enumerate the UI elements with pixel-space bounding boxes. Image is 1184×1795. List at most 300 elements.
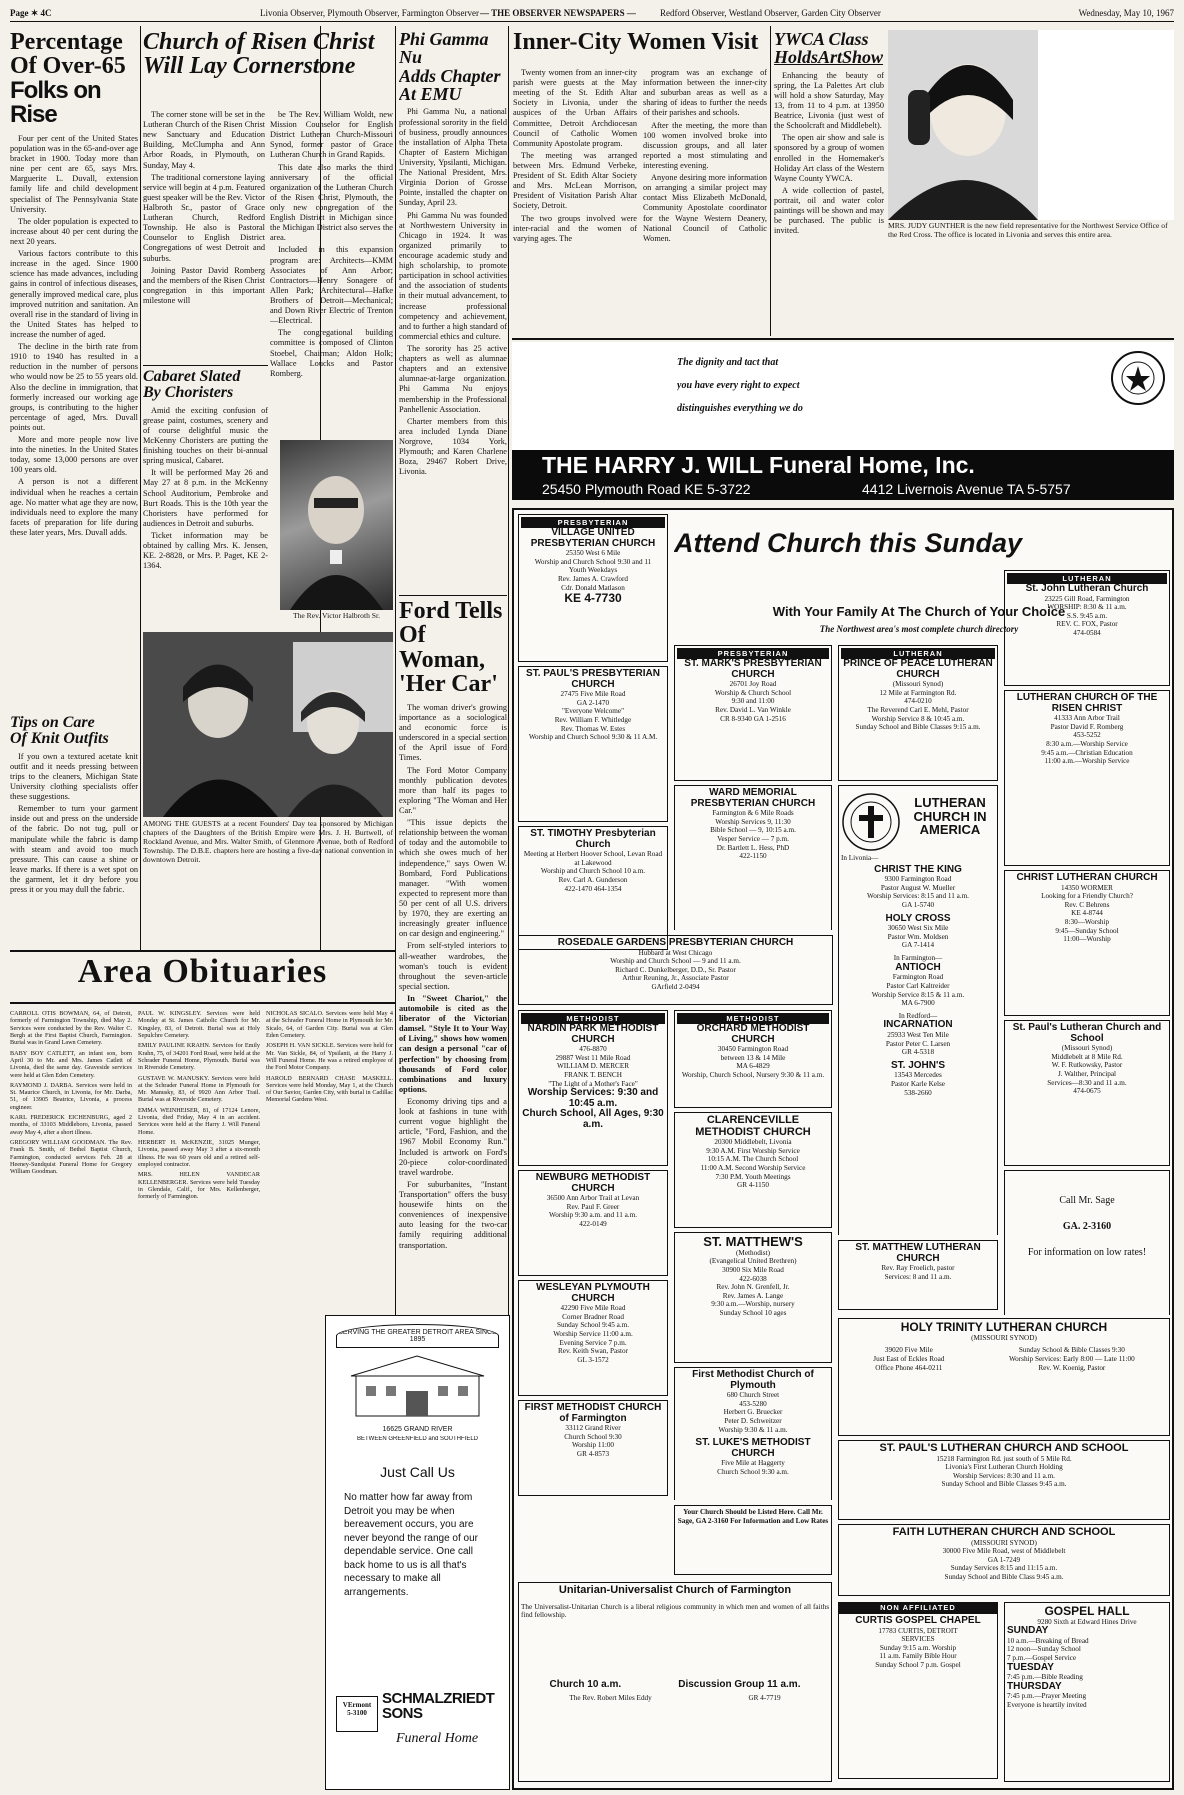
church-listing — [518, 666, 668, 822]
church-line: In Livonia— — [841, 854, 879, 862]
church-listing — [518, 826, 668, 950]
church-line: 474-0210 — [904, 697, 932, 706]
church-name: PRINCE OF PEACE LUTHERAN CHURCH — [843, 658, 993, 680]
church-listing — [1004, 1602, 1170, 1782]
church-listing — [1004, 870, 1170, 1016]
paragraph: The two groups involved were inter-racial and the women of varying ages. The — [513, 213, 637, 243]
church-line: Worship 9:30 & 11 a.m. — [718, 1425, 788, 1434]
church-line: 42290 Five Mile Road — [560, 1304, 626, 1312]
church-line: 10:15 A.M. The Church School — [707, 1155, 799, 1164]
church-line: Worship Services: 8:15 and 11 a.m. — [867, 892, 969, 901]
article-body — [10, 752, 138, 896]
headline: 'Her Car' — [399, 671, 498, 698]
church-directory — [512, 508, 1174, 1790]
obituaries-column — [266, 1010, 393, 1310]
page-number: Page ✶ 4C — [10, 8, 52, 18]
paragraph: The sorority has 25 active chapters as well as alumnae chapters and an extensive alumnae-at-large organization. Phi Gamma Nu enjoys membership in the Professional Panhellenic Association. — [399, 343, 507, 414]
church-col — [873, 1346, 944, 1372]
church-line: 9:30 A.M. First Worship Service — [706, 1146, 800, 1155]
church-line: 7:30 P.M. Youth Meetings — [715, 1172, 791, 1181]
headline: By Choristers — [143, 384, 234, 402]
paragraph: The traditional cornerstone laying service will begin at 4 p.m. Featured guest speaker will be the Rev. Victor Halbroth Sr., pastor of Grace Lutheran Church, Redford Township. He also is Pastoral Counselor to English District Congregations of west Detroit and suburbs. — [143, 172, 265, 263]
church-discussion: Discussion Group 11 a.m. — [678, 1678, 801, 1690]
church-phone: CR 8-9340 GA 1-2516 — [720, 714, 786, 723]
headline: Inner-City Women Visit — [513, 30, 759, 55]
church-line: Worship and Church School 9:30 & 11 A.M. — [528, 733, 658, 742]
directory-column — [838, 645, 998, 1235]
church-line: Services: 8 and 11 a.m. — [884, 1272, 952, 1281]
obituary: GREGORY WILLIAM GOODMAN. The Rev. Frank B. Smith, of Bethel Baptist Church, Farmington, conducted services Feb. 28 at Heeney-Sundquist Funeral Home for Gregory William Goodman. — [10, 1139, 132, 1176]
church-line: 11 a.m. Family Bible Hour — [879, 1652, 957, 1661]
church-line: Worship Services: Early 8:00 — Late 11:00 — [1008, 1354, 1135, 1363]
church-name: FIRST METHODIST CHURCH of Farmington — [524, 1402, 662, 1424]
church-listing — [838, 645, 998, 781]
church-line: Hubbard at West Chicago — [638, 948, 713, 957]
church-line: 10 a.m.—Breaking of Bread — [1007, 1636, 1089, 1645]
article-cabaret — [143, 365, 268, 625]
church-listing — [674, 1367, 832, 1500]
church-line: 29887 West 11 Mile Road — [555, 1053, 631, 1062]
church-phone: GR 4-8573 — [576, 1449, 610, 1458]
church-line: 36500 Ann Arbor Trail at Levan — [546, 1194, 640, 1202]
headline: Phi Gamma Nu — [399, 30, 489, 68]
church-phone: GA 1-5740 — [901, 901, 935, 910]
church-name: ST. JOHN'S — [890, 1059, 946, 1071]
masthead-left: Livonia Observer, Plymouth Observer, Farmington Observer — [260, 8, 479, 18]
church-times — [521, 1680, 829, 1691]
church-listing — [518, 935, 833, 1005]
church-line: 30650 West Six Mile — [887, 924, 949, 933]
church-line: Worship 11:00 — [571, 1441, 615, 1450]
ad-address: 4412 Livernois Avenue TA 5-5757 — [862, 481, 1071, 497]
church-line: S.S. 9:45 a.m. — [1066, 611, 1108, 620]
photo-caption: MRS. JUDY GUNTHER is the new field representative for the Northwest Service Office of the Red Cross. The office is located in Livonia and serves this entire area. — [888, 222, 1168, 239]
church-day: SUNDAY — [1007, 1625, 1049, 1637]
church-line: Worship Services 9, 11:30 — [715, 817, 791, 826]
church-listing — [674, 785, 832, 930]
church-columns — [841, 1346, 1167, 1372]
church-day: TUESDAY — [1007, 1661, 1054, 1673]
church-line: 39020 Five Mile — [884, 1346, 933, 1355]
section-rule — [10, 950, 395, 952]
church-line: For information on low rates! — [1027, 1247, 1147, 1258]
headline: Folks on Rise — [10, 76, 101, 129]
church-line: 7:45 p.m.—Prayer Meeting — [1007, 1692, 1087, 1701]
paragraph: The congregational building committee is composed of Clinton Stoebel, Chairman; Aldon Holk; Wallace Loucks and Pastor Romberg. — [270, 328, 393, 378]
masthead-right: Redford Observer, Westland Observer, Garden City Observer — [660, 8, 881, 18]
church-listing — [1004, 690, 1170, 866]
church-name: CURTIS GOSPEL CHAPEL — [855, 1615, 981, 1626]
ad-address: BETWEEN GREENFIELD and SOUTHFIELD — [356, 1436, 479, 1442]
article-body — [513, 68, 637, 333]
church-line: 12 noon—Sunday School — [1007, 1645, 1081, 1654]
church-line: 30900 Six Mile Road — [722, 1265, 784, 1274]
church-line: WORSHIP: 8:30 & 11 a.m. — [1047, 603, 1127, 612]
church-name: NARDIN PARK METHODIST CHURCH — [527, 1023, 659, 1045]
directory-column — [1004, 570, 1170, 1315]
church-phone: 474-0584 — [1073, 629, 1101, 638]
church-listing — [838, 1524, 1170, 1596]
church-line: Just East of Eckles Road — [873, 1354, 945, 1363]
paragraph: The corner stone will be set in the Lutheran Church of the Risen Christ new Sanctuary and Education Building, McClumpha and Ann Arbor Roads, in Plymouth, on Sunday, May 4. — [143, 110, 265, 170]
church-phone: MA 6-7900 — [901, 999, 935, 1008]
obituary: GUSTAVE W. MANUSKY. Services were held at the Schrader Funeral Home in Plymouth for Mr. Manusky, 83, of 9920 Ann Arbor Trail. Burial was at Riverside Cemetery. — [138, 1074, 260, 1104]
church-listing — [518, 514, 668, 662]
ad-name: SCHMALZRIEDT SONS — [382, 1691, 495, 1722]
church-line: In Farmington— — [893, 954, 943, 963]
paragraph: program was an exchange of information between the inner-city and suburban areas as well as a sharing of ideas to further the needs of their parishes and schools. — [643, 68, 767, 118]
church-listing — [674, 645, 832, 781]
church-line: Pastor David F. Romberg — [1050, 722, 1124, 731]
church-line: Rev. John N. Grenfell, Jr. — [716, 1283, 790, 1292]
church-line: Pastor Carl Kaltreider — [886, 981, 950, 990]
church-line: (MISSOURI SYNOD) — [971, 1538, 1037, 1547]
paragraph: Four per cent of the United States population was in the 65-and-over age bracket in 1900. Today more than nine per cent are 65, says Mrs. Marguerite L. Duvall, extension family life and child development specialist of The Pennsylvania State University. — [10, 133, 138, 214]
photo-judy-gunther — [888, 30, 1174, 220]
church-service: Church 10 a.m. — [549, 1678, 622, 1690]
church-name: CHRIST THE KING — [874, 863, 962, 875]
church-line: Dr. Bartlett L. Hess, PhD — [716, 843, 790, 852]
church-line: Worship Service 11:00 a.m. — [553, 1329, 633, 1338]
church-line: Rev. Ray Froelich, pastor — [881, 1264, 955, 1272]
photo-rev-halbroth — [280, 440, 393, 610]
church-name: VILLAGE UNITED PRESBYTERIAN CHURCH — [530, 527, 656, 549]
headline: Tips on Care — [10, 715, 95, 731]
church-line: (Methodist) — [736, 1248, 770, 1257]
ad-banner: SERVING THE GREATER DETROIT AREA SINCE 1895 — [336, 1324, 499, 1348]
section-rule — [512, 338, 1174, 340]
church-line: Worship and Church School 9:30 and 11 — [534, 557, 652, 566]
photo-guests — [143, 632, 393, 817]
headline: Church of Risen Christ — [143, 30, 375, 55]
church-listing — [838, 1318, 1170, 1436]
church-phone: GA 1-7249 — [987, 1555, 1021, 1564]
ad-nameplate — [512, 450, 1174, 500]
church-line: Rev. James A. Crawford — [558, 574, 628, 583]
church-name: FAITH LUTHERAN CHURCH AND SCHOOL — [892, 1526, 1116, 1538]
paragraph: From self-styled interiors to all-weather wardrobes, the woman's touch is evident throughout the seven-article special section. — [399, 941, 507, 991]
page-folio — [10, 6, 1174, 22]
church-line: Office Phone 464-0211 — [875, 1363, 943, 1372]
paragraph: Twenty women from an inner-city parish were guests at the May meeting of the St. Edith Altar Society in Livonia, under the auspices of the Urban Affairs Committee, Detroit Archdiocesan Council of Catholic Women Community Apostolate program. — [513, 68, 637, 148]
church-name: ST. PAUL'S PRESBYTERIAN CHURCH — [526, 668, 660, 690]
church-line: Corner Bradner Road — [562, 1312, 624, 1321]
church-name: LUTHERAN CHURCH OF THE RISEN CHRIST — [1016, 692, 1158, 714]
church-phone: GR 4-7719 — [748, 1694, 781, 1703]
church-line: Rev. Thomas W. Estes — [560, 724, 626, 733]
church-line: Services—8:30 and 11 a.m. — [1047, 1078, 1127, 1087]
denomination-tag: METHODIST — [521, 1013, 665, 1024]
issue-date: Wednesday, May 10, 1967 — [1078, 8, 1174, 18]
church-phone: KE 4-8744 — [1071, 909, 1103, 918]
church-name: Call Mr. Sage — [1059, 1195, 1115, 1206]
church-line: GA 2-1470 — [576, 698, 610, 707]
church-line: 20300 Middlebelt, Livonia — [714, 1138, 792, 1147]
photo-caption: The Rev. Victor Halbroth Sr. — [292, 612, 381, 620]
headline: HoldsArtShow — [774, 47, 884, 68]
church-line: 453-5280 — [739, 1399, 767, 1408]
church-name: ANTIOCH — [895, 961, 941, 973]
church-line: Sunday School 9:45 a.m. — [556, 1321, 630, 1330]
church-line: WILLIAM D. MERCER — [556, 1062, 630, 1071]
church-line: (Evangelical United Brethren) — [709, 1257, 797, 1266]
paragraph: The Ford Motor Company monthly publication devotes more than half its pages to exploring "The Woman and Her Car." — [399, 765, 507, 815]
church-line: Sunday School and Bible Classes 9:45 a.m. — [941, 1480, 1067, 1489]
church-line: Sunday School & Bible Classes 9:30 — [1018, 1346, 1125, 1355]
directory-tagline: The Northwest area's most complete church directory — [819, 624, 1019, 634]
paragraph: The meeting was arranged between Mrs. Edmund Verbeke, President of St. Edith Altar Society and Mrs. McLean Morrison, President of Visitation Parish Altar Society, Detroit. — [513, 150, 637, 211]
denomination-tag: LUTHERAN — [1007, 573, 1167, 584]
church-line: 9:45 a.m.—Christian Education — [1041, 748, 1133, 757]
church-line: Sunday School 7 p.m. Gospel — [875, 1661, 961, 1670]
headline: Will Lay Cornerstone — [143, 53, 356, 80]
church-line: 11:00 a.m.—Worship Service — [1044, 757, 1130, 766]
photo-caption: AMONG THE GUESTS at a recent Founders' Day tea sponsored by Michigan chapters of the Daughters of the British Empire were Mrs. J. H. Burtwell, of Rockland Avenue, and Mrs. Walter Smith, of Glenmore Avenue, both of Redford Township. The D.B.E. chapters here are hosting a five-day national convention in downtown Detroit. — [143, 820, 393, 864]
obituary: HERBERT H. McKENZIE, 31025 Munger, Livonia, passed away May 3 after a six-month illness. He was 60 years old and a retired self-employed contractor. — [138, 1139, 260, 1168]
directory-subtitle: With Your Family At The Church of Your Choice — [772, 604, 1066, 619]
portrait-figure — [280, 440, 393, 610]
paragraph: It will be performed May 26 and May 27 at 8 p.m. in the McKenny School Auditorium, Pembroke and Burt Roads. This is the 10th year the Choristers have performed for audiences in Detroit and suburbs. — [143, 468, 268, 528]
directory-column — [674, 645, 832, 930]
church-line: Meeting at Herbert Hoover School, Levan Road at Lakewood — [523, 850, 663, 867]
church-line: Arthur Reuning, Jr., Associate Pastor — [622, 974, 729, 983]
paragraph: Economy driving tips and a look at fashions in tune with current vogue highlight the article, "Ford, Fashion, and the 1967 Mobil Economy Run." Included is artwork on Ford's 20-piece color-coordinated travel wardrobe. — [399, 1097, 507, 1177]
church-listing — [674, 1010, 832, 1108]
article-body — [10, 134, 138, 538]
paragraph: Charter members from this area included Lynda Diane Norgrove, 1034 York, Plymouth; and Karen Charlene Boza, 29467 Robert Drive, Livonia. — [399, 416, 507, 477]
church-line: Farmington & 6 Mile Roads — [712, 809, 794, 817]
church-line: SERVICES — [901, 1635, 935, 1644]
directory-column — [838, 1602, 998, 1782]
church-line: 15218 Farmington Rd. just south of 5 Mile Rd. — [936, 1454, 1072, 1463]
church-line: MA 6-4829 — [736, 1062, 770, 1071]
church-phone: 422-1470 464-1354 — [564, 884, 622, 893]
ad-phone-exchange: VErmont — [342, 1701, 372, 1709]
church-line: Rev. Keith Swan, Pastor — [557, 1347, 628, 1356]
church-name: GOSPEL HALL — [1044, 1604, 1130, 1618]
church-line: Worship Services: 9:30 and 10:45 a.m. — [527, 1087, 659, 1109]
obituary: HAROLD BERNARD CHASE MASKELL. Services were held Monday, May 1, at the Church of Our Savior, Garden City, with burial in Cadillac Memorial Gardens West. — [266, 1074, 393, 1104]
church-line: 9300 Farmington Road — [884, 875, 952, 884]
church-line: 30000 Five Mile Road, west of Middlebelt — [942, 1547, 1066, 1556]
church-line: 30450 Farmington Road — [717, 1045, 789, 1053]
church-phone: GR 4-5318 — [901, 1048, 935, 1057]
church-name: ROSEDALE GARDENS PRESBYTERIAN CHURCH — [557, 937, 794, 948]
church-name: WARD MEMORIAL PRESBYTERIAN CHURCH — [690, 787, 816, 809]
paragraph: Joining Pastor David Romberg and the members of the Risen Christ congregation in this important milestone will — [143, 265, 265, 305]
church-name: HOLY TRINITY LUTHERAN CHURCH — [900, 1320, 1108, 1334]
advertise-listing: Your Church Should be Listed Here. Call Mr. Sage, GA 2-3160 For Information and Low Rates — [674, 1505, 832, 1575]
obituary: RAYMOND J. DARBA. Services were held in St. Maurice Church, in Livonia, for Mr. Darba, 51, of 13905 Beatrice, Livonia, a process engineer. — [10, 1081, 132, 1111]
article-body — [399, 107, 507, 477]
church-line: Worship Service 8 & 10:45 a.m. — [871, 714, 965, 723]
church-phone: KE 4-7730 — [564, 591, 622, 606]
paragraph: Phi Gamma Nu was founded at Northwestern University in Chicago in 1924. It was organized primarily to encourage academic study and high scholarship, to promote participation in school activities and the association of students in their mutual advancement, to increase professional competency and achievement, and to further a high standard of commercial ethics and culture. — [399, 210, 507, 341]
headline: Cabaret Slated — [143, 368, 241, 385]
church-listing — [838, 785, 998, 1235]
headline: Ford Tells — [399, 598, 503, 624]
church-line: W. F. Rutkowsky, Pastor — [1051, 1061, 1123, 1070]
ad-phone — [336, 1696, 378, 1732]
paragraph: The woman driver's growing importance as a sociological and economic force is underscored in a special section of the April issue of Ford Times. — [399, 702, 507, 763]
church-line: Worship and Church School — 9 and 11 a.m. — [610, 957, 741, 966]
church-listing — [1004, 1020, 1170, 1166]
church-line: Worship & Church School — [714, 688, 792, 697]
church-phone: 422-0149 — [579, 1219, 607, 1228]
church-line: Livonia's First Lutheran Church Holding — [945, 1463, 1063, 1472]
ad-subname: Funeral Home — [396, 1731, 479, 1746]
paragraph: A person is not a different individual when he reaches a certain age. No matter what age they are now, individuals need to explore the many facets of preparation for life during these later years, Mrs. Duvall adds. — [10, 477, 138, 538]
church-line: 8:30—Worship — [1064, 918, 1110, 927]
church-phone: GA 7-1414 — [901, 941, 935, 950]
paragraph: The decline in the birth rate from 1910 to 1940 has resulted in a reduction in the number of persons who would now be 25 to 55 years old. Also the decline in immigration, that formerly increased our working age groups, is contributing to the higher percentage of aged, Mrs. Duvall points out. — [10, 342, 138, 432]
church-line: 26701 Joy Road — [729, 680, 777, 688]
church-line: Evening Service 7 p.m. — [559, 1338, 627, 1347]
church-line: 9:45—Sunday School — [1055, 926, 1119, 935]
church-line: Pastor Wm. Moldsen — [887, 932, 949, 941]
church-line: 680 Church Street — [726, 1391, 780, 1399]
article-over65 — [10, 30, 138, 630]
ad-phone-number: 5-3100 — [347, 1709, 367, 1717]
church-line: 27475 Five Mile Road — [560, 690, 626, 698]
church-line: 11:00—Worship — [1063, 935, 1111, 944]
church-line: Farmington Road — [892, 973, 944, 982]
paragraph: This date also marks the third anniversary of the official organization of the Lutheran Church of the Risen Christ, Plymouth, the only new congregation of the English District in Michigan since the Michigan District also serves the area. — [270, 162, 393, 243]
church-line: Richard C. Dunkelberger, D.D., Sr. Pastor — [615, 965, 736, 974]
article-knit — [10, 715, 138, 950]
church-line: "The Light of a Mother's Face" — [548, 1079, 638, 1088]
church-contacts — [521, 1694, 829, 1703]
church-listing — [674, 1112, 832, 1228]
church-line: Bible School — 9, 10:15 a.m. — [710, 826, 796, 835]
church-name: LUTHERAN CHURCH IN AMERICA — [913, 795, 987, 838]
denomination-tag: NON AFFILIATED — [838, 1602, 998, 1613]
church-line: Looking for a Friendly Church? — [1041, 892, 1133, 901]
paragraph: More and more people now live into the nineties. In the United States today, some 13,000 persons are over 100 years old. — [10, 435, 138, 475]
church-line: FRANK T. BENCH — [564, 1070, 622, 1079]
church-line: In Redford— — [898, 1011, 938, 1020]
obituary: NICHOLAS SICALO. Services were held May 4 at the Schrader Funeral Home in Plymouth for Mr. Sicalo, 64, of Garden City. Burial was at Glen Eden Cemetery. — [266, 1010, 393, 1039]
church-name: ST. MATTHEW'S — [703, 1234, 803, 1249]
church-line: Rev. W. Koenig, Pastor — [1038, 1363, 1106, 1372]
church-description: The Universalist-Unitarian Church is a liberal religious community in which men and women of all faiths find fellowship. — [521, 1602, 829, 1620]
church-line: 11:00 A.M. Second Worship Service — [700, 1164, 806, 1173]
article-risen-christ-headline — [143, 30, 393, 105]
church-name: CLARENCEVILLE METHODIST CHURCH — [695, 1114, 811, 1138]
ad-script-line: The dignity and tact that — [677, 357, 779, 368]
obituary: JOSEPH H. VAN SICKLE. Services were held for Mr. Van Sickle, 84, of Ypsilanti, at the Harry J. Will Funeral Home. He was a retired employee of the Ford Motor Company. — [266, 1042, 393, 1072]
advertise-listing — [1004, 1170, 1170, 1315]
church-line: Church School, All Ages, 9:30 a.m. — [522, 1108, 664, 1130]
church-line: Church School 9:30 a.m. — [717, 1467, 789, 1476]
obituaries-header: Area Obituaries — [77, 955, 328, 990]
church-line: Sunday School 10 ages — [719, 1309, 787, 1318]
church-line: Everyone is heartily invited — [1007, 1700, 1087, 1709]
article-body — [270, 110, 393, 440]
church-line: Herbert G. Bruecker — [723, 1408, 783, 1417]
church-line: REV. C. FOX, Pastor — [1056, 620, 1118, 629]
church-line: Cdr. Donald Matlason — [561, 583, 625, 592]
church-line: 13543 Mercedes — [894, 1071, 942, 1080]
lutheran-seal-icon — [841, 792, 901, 852]
paragraph: Enhancing the beauty of spring, the La Palettes Art club will hold a show Saturday, May 13, from 11 to 4 p.m. at 13950 Beatrice, Livonia (just west of the Schoolcraft and Middlebelt). — [774, 70, 884, 131]
church-line: 7:45 p.m.—Bible Reading — [1007, 1673, 1083, 1682]
church-line: Youth Weekdays — [568, 566, 618, 575]
church-phone: GArfield 2-0494 — [651, 983, 700, 992]
church-line: Rev. Carl A. Gunderson — [558, 875, 628, 884]
paragraph: For suburbanites, "Instant Transportation" offers the busy housewife hints on the conveniences of inexpensive auto leasing for the two-car family requiring additional transportation. — [399, 1179, 507, 1250]
church-line: Worship Services: 8:30 and 11 a.m. — [953, 1471, 1055, 1480]
church-listing — [838, 1613, 998, 1779]
headline: YWCA Class — [774, 30, 869, 49]
church-line: Pastor Karle Kelse — [891, 1080, 945, 1089]
church-name: ST. TIMOTHY Presbyterian Church — [530, 828, 656, 850]
headline: At EMU — [399, 84, 462, 105]
denomination-tag: LUTHERAN — [841, 648, 995, 659]
church-line: Sunday 9:15 a.m. Worship — [879, 1643, 957, 1652]
masthead-center: — THE OBSERVER NEWSPAPERS — — [480, 8, 636, 18]
church-phone: 453-5252 — [1073, 731, 1101, 740]
paragraph: Amid the exciting confusion of grease paint, costumes, scenery and of course delightful music the McKenny Choristers are putting the finishing touches on their bi-annual spring musical, Cabaret. — [143, 405, 268, 466]
headline: Of Knit Outfits — [10, 730, 109, 748]
church-phone: GA. 2-3160 — [1062, 1221, 1112, 1232]
article-phigamma — [399, 30, 507, 590]
church-line: Rev. David L. Van Winkle — [715, 705, 791, 714]
article-body — [774, 71, 884, 237]
church-sub-listing — [841, 914, 995, 950]
church-line: Rev. James A. Lange — [722, 1291, 784, 1300]
headline: Adds Chapter — [399, 65, 501, 86]
paragraph: The older population is expected to increase about 40 per cent during the next 20 years. — [10, 216, 138, 246]
church-name: ST. MATTHEW LUTHERAN CHURCH — [855, 1242, 981, 1264]
church-phone: 422-1150 — [739, 852, 767, 861]
headline: Of Over-65 — [10, 53, 126, 80]
paragraph: Various factors contribute to this increase in the aged. Since 1900 science has made advances, including gains in control of infectious diseases, generally improved medical care, plus improved nutrition and sanitation. An overall rise in the standard of living in the United States has helped to increase the number of aged. — [10, 249, 138, 339]
obituary: MRS. HELEN VANDECAR KELLENBERGER. Services were held Tuesday in Glendale, Calif., for Mrs. Kellenberger, formerly of Farmington. — [138, 1171, 260, 1201]
denomination-tag: PRESBYTERIAN — [521, 517, 665, 528]
church-phone: 422-6038 — [739, 1274, 767, 1283]
church-line: 12 Mile at Farmington Rd. — [879, 688, 957, 697]
church-col — [1009, 1346, 1135, 1372]
church-line: Sunday School and Bible Classes 9:15 a.m. — [855, 723, 981, 732]
church-phone: 474-0675 — [1073, 1087, 1101, 1096]
paragraph: Remember to turn your garment inside out and press on the underside of the fabric. Do not tug, pull or manipulate while the fabric is damp with steam and avoid too much pressure. This can cause a shine or leave marks. If there is a wet spot on the garment, let it dry before you press it or you may dull the fabric. — [10, 804, 138, 895]
guests-figures — [143, 632, 393, 817]
paragraph: After the meeting, the more than 100 women involved broke into discussion groups, and all later reported a most stimulating and interesting evening. — [643, 120, 767, 170]
church-listing — [518, 1170, 668, 1276]
church-sub-listing — [841, 954, 995, 1008]
church-sub-listing — [841, 1012, 995, 1057]
church-line: Worship Service 8:15 & 11 a.m. — [871, 990, 965, 999]
church-listing — [518, 1010, 668, 1166]
church-line: Rev. William F. Whitledge — [554, 715, 632, 724]
obituaries-column — [10, 1010, 132, 1785]
article-body — [399, 703, 507, 1251]
church-name: St. John Lutheran Church — [1025, 583, 1149, 594]
church-line: Church School 9:30 — [564, 1432, 622, 1441]
church-line: "Everyone Welcome" — [561, 707, 625, 716]
church-phone: GL 3-1572 — [577, 1355, 609, 1364]
church-listing — [674, 1232, 832, 1363]
obituary: EMILY PAULINE KRAHN. Services for Emily Krahn, 75, of 34201 Ford Road, were held at the Schrader Funeral Home, Plymouth. Burial was in Riverside Cemetery. — [138, 1042, 260, 1072]
paragraph: "This issue depicts the relationship between the woman of today and the automobile to which she owes much of her independence," says Owen W. Bombard, Ford Publications manager. "With women expected to represent more than 50 per cent of all U.S. drivers by 1970, they are exerting an increasingly greater influence on car design and engineering." — [399, 818, 507, 939]
church-line: Vesper Service — 7 p.m. — [717, 834, 789, 843]
church-listing — [518, 1400, 668, 1496]
obituary: EMMA WEINHEISER, 81, of 17124 Lenore, Livonia, died Friday, May 4 in an accident. Services were held at the Harry J. Will Funeral Home. — [138, 1106, 260, 1136]
seal-icon — [1110, 350, 1166, 406]
church-line: between 13 & 14 Mile — [720, 1053, 786, 1062]
church-listing — [518, 1280, 668, 1396]
